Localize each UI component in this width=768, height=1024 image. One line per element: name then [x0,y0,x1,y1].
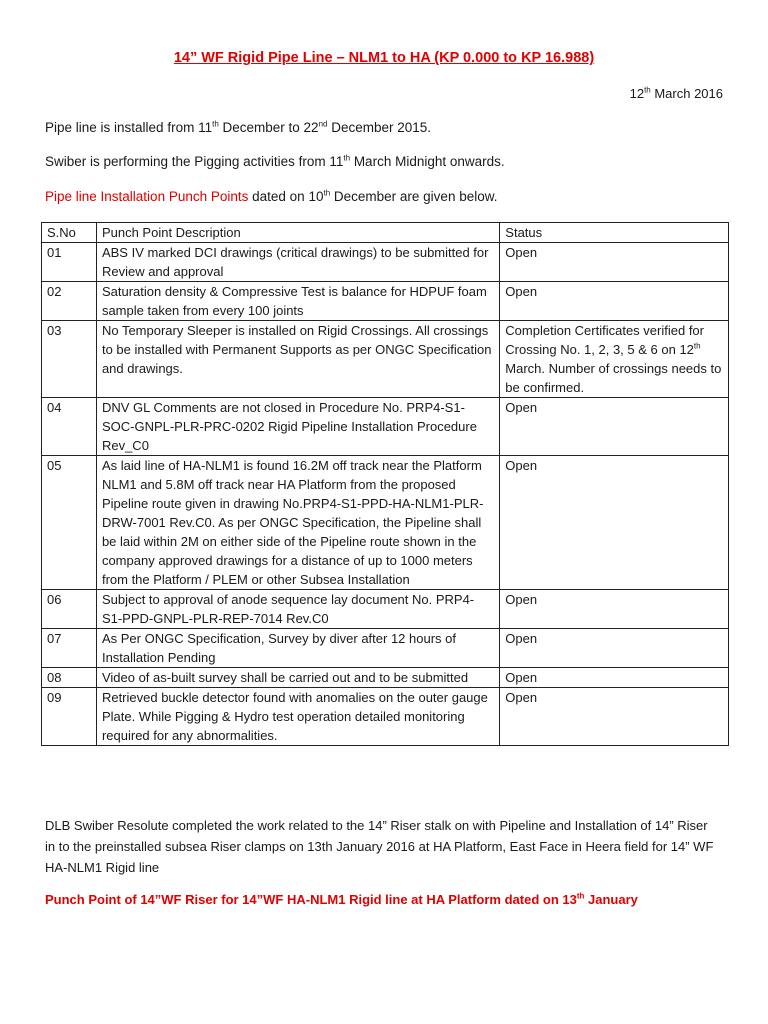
row-sno: 07 [42,629,97,668]
table-row [42,688,729,746]
row-sno: 09 [42,688,97,746]
row-status: Open [500,668,729,688]
row-status: Open [500,282,729,321]
row-sno: 01 [42,243,97,282]
table-header-row [42,223,729,243]
row-description: Video of as-built survey shall be carried out and to be submitted [96,668,499,688]
row-description: DNV GL Comments are not closed in Procedure No. PRP4-S1-SOC-GNPL-PLR-PRC-0202 Rigid Pipeline Installation Procedure Rev_C0 [96,398,499,456]
table-row [42,321,729,398]
row-sno: 02 [42,282,97,321]
installation-period-text: Pipe line is installed from 11th December to 22nd December 2015. [45,119,432,135]
punch-points-table [41,222,729,746]
row-sno: 03 [42,321,97,398]
row-status: Completion Certificates verified for Crossing No. 1, 2, 3, 5 & 6 on 12th March. Number of crossings needs to be confirmed. [500,321,729,398]
row-status: Open [500,590,729,629]
table-row [42,243,729,282]
riser-work-paragraph: DLB Swiber Resolute completed the work related to the 14” Riser stalk on with Pipeline and Installation of 14” Riser in to the preinstalled subsea Riser clamps on 13th January 2016 at HA Platform, East Face in Heera field for 14” WF HA-NLM1 Rigid line [45,818,714,875]
column-header-description: Punch Point Description [96,223,499,243]
punch-points-intro-text: Pipe line Installation Punch Points dated on 10th December are given below. [45,188,498,204]
column-header-sno: S.No [42,223,97,243]
row-status: Open [500,456,729,590]
pigging-activity-text: Swiber is performing the Pigging activities from 11th March Midnight onwards. [45,153,505,169]
table-row [42,590,729,629]
row-sno: 06 [42,590,97,629]
row-description: As laid line of HA-NLM1 is found 16.2M off track near the Platform NLM1 and 5.8M off track near HA Platform from the proposed Pipeline route given in drawing No.PRP4-S1-PPD-HA-NLM1-PLR-DRW-7001 Rev.C0. As per ONGC Specification, the Pipeline shall be laid within 2M on either side of the Pipeline route shown in the company approved drawings for a distance of up to 1000 meters from the Platform / PLEM or other Subsea Installation [96,456,499,590]
row-description: Retrieved buckle detector found with anomalies on the outer gauge Plate. While Pigging & Hydro test operation detailed monitoring required for any abnormalities. [96,688,499,746]
row-sno: 05 [42,456,97,590]
table-row [42,398,729,456]
document-date: 12th March 2016 [629,85,723,101]
row-status: Open [500,243,729,282]
row-description: Saturation density & Compressive Test is balance for HDPUF foam sample taken from every 100 joints [96,282,499,321]
row-description: No Temporary Sleeper is installed on Rigid Crossings. All crossings to be installed with Permanent Supports as per ONGC Specification and drawings. [96,321,499,398]
row-description: ABS IV marked DCI drawings (critical drawings) to be submitted for Review and approval [96,243,499,282]
table-row [42,629,729,668]
column-header-status: Status [500,223,729,243]
table-row [42,282,729,321]
row-sno: 08 [42,668,97,688]
table-row [42,456,729,590]
row-description: As Per ONGC Specification, Survey by diver after 12 hours of Installation Pending [96,629,499,668]
table-row [42,668,729,688]
row-status: Open [500,629,729,668]
riser-punch-point-heading: Punch Point of 14”WF Riser for 14”WF HA-NLM1 Rigid line at HA Platform dated on 13th January [45,891,638,907]
row-description: Subject to approval of anode sequence lay document No. PRP4-S1-PPD-GNPL-PLR-REP-7014 Rev.C0 [96,590,499,629]
punch-points-heading: Pipe line Installation Punch Points [45,189,249,204]
row-status: Open [500,398,729,456]
row-status: Open [500,688,729,746]
row-sno: 04 [42,398,97,456]
document-title: 14” WF Rigid Pipe Line – NLM1 to HA (KP 0.000 to KP 16.988) [173,50,595,66]
